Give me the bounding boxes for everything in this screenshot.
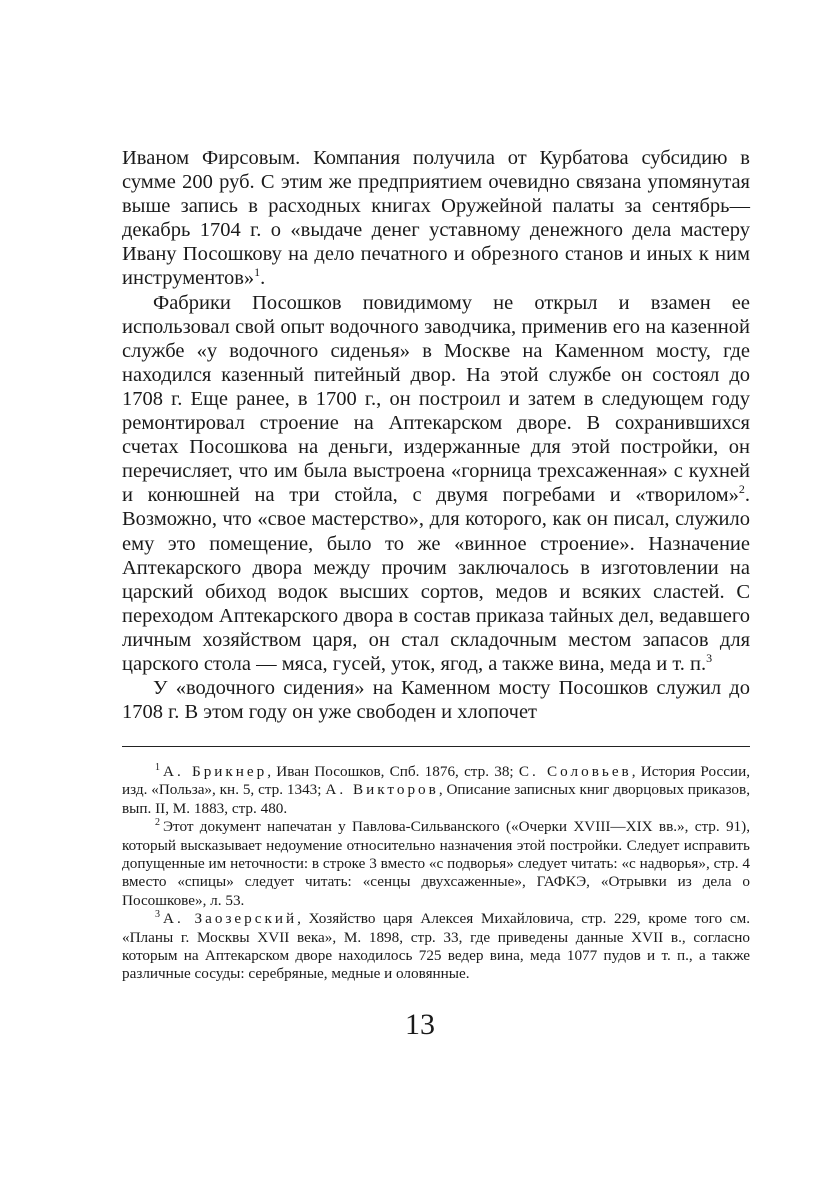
footnote-1-author-2: С. Соловьев (518, 763, 632, 780)
paragraph-2-text-b: . Возможно, что «свое мастерство», для которого, как он писал, служило ему это помещение, было то же «винное строение». Назначение Аптекарского двора между прочим заключалось в изготовлении на царский обиход водок высших сортов, медов и всяких сластей. С переходом Аптекарского двора в состав приказа тайных дел, ведавшего личным хозяйством царя, он стал складочным местом запасов для царского стола — мяса, гусей, уток, ягод, а также вина, меда и т. п. (122, 484, 750, 675)
footnote-3-number: 3 (155, 909, 160, 921)
footnotes (122, 763, 750, 984)
footnote-3 (122, 910, 750, 984)
footnote-1-text-3: , Описание записных книг дворцовых приказов, вып. II, М. 1883, стр. 480. (122, 781, 750, 817)
footnote-3-author: А. Заозерский (163, 910, 298, 928)
paragraph-1-text: Иваном Фирсовым. Компания получила от Курбатова субсидию в сумме 200 руб. С этим же предприятием очевидно связана упомянутая выше запись в расходных книгах Оружейной палаты за сентябрь—декабрь 1704 г. о «выдаче денег уставному денежного дела мастеру Ивану Посошкову на дело печатного и обрезного станов и иных к ним инструментов» (122, 147, 750, 290)
footnote-1-text-2: , История России, изд. «Польза», кн. 5, стр. 1343; (122, 763, 750, 799)
paragraph-1 (122, 146, 750, 291)
footnote-1-text-1: , Иван Посошков, Спб. 1876, стр. 38; (267, 763, 519, 780)
footnote-ref-1[interactable]: 1 (254, 265, 261, 280)
footnote-2-number: 2 (155, 817, 160, 829)
footnote-ref-3[interactable]: 3 (706, 651, 713, 666)
paragraph-2-text-a: Фабрики Посошков повидимому не открыл и взамен ее использовал свой опыт водочного заводчика, применив его на казенной службе «у водочного сиденья» в Москве на Каменном мосту, где находился казенный питейный двор. На этой службе он состоял до 1708 г. Еще ранее, в 1700 г., он построил и затем в следующем году ремонтировал строение на Аптекарском дворе. В сохранившихся счетах Посошкова на деньги, издержанные для этой постройки, он перечисляет, что им была выстроена «горница трехсаженная» с кухней и конюшней на три стойла, с двумя погребами и «творилом» (122, 291, 750, 507)
main-text (122, 146, 750, 724)
footnote-3-text: , Хозяйство царя Алексея Михайловича, стр. 229, кроме того см. «Планы г. Москвы XVII века», М. 1898, стр. 33, где приведены данные XVII в., согласно которым на Аптекарском дворе находилось 725 ведер вина, меда 1077 пудов и т. п., а также различные сосуды: серебряные, медные и оловянные. (122, 910, 750, 983)
page-number: 13 (405, 1008, 435, 1041)
footnote-2 (122, 818, 750, 910)
footnote-1-author-3: А. Викторов (325, 781, 439, 799)
footnote-1 (122, 763, 750, 818)
paragraph-3 (122, 676, 750, 724)
paragraph-1-end: . (260, 267, 266, 290)
paragraph-2 (122, 291, 750, 677)
paragraph-3-text: У «водочного сидения» на Каменном мосту Посошков служил до 1708 г. В этом году он уже свободен и хлопочет (122, 677, 750, 724)
footnote-1-author-1: А. Брикнер (163, 763, 268, 780)
footnote-1-number: 1 (155, 761, 160, 773)
footnote-divider (122, 746, 750, 747)
footnote-2-text: Этот документ напечатан у Павлова-Сильванского («Очерки XVIII—XIX вв.», стр. 91), который высказывает недоумение относительно назначения этой постройки. Следует исправить допущенные им неточности: в строке 3 вместо «с подворья» следует читать: «с надворья», стр. 4 вместо «спицы» следует читать: «сенцы двухсаженные», ГАФКЭ, «Отрывки из дела о Посошкове», л. 53. (122, 818, 750, 909)
footnote-ref-2[interactable]: 2 (738, 482, 745, 497)
